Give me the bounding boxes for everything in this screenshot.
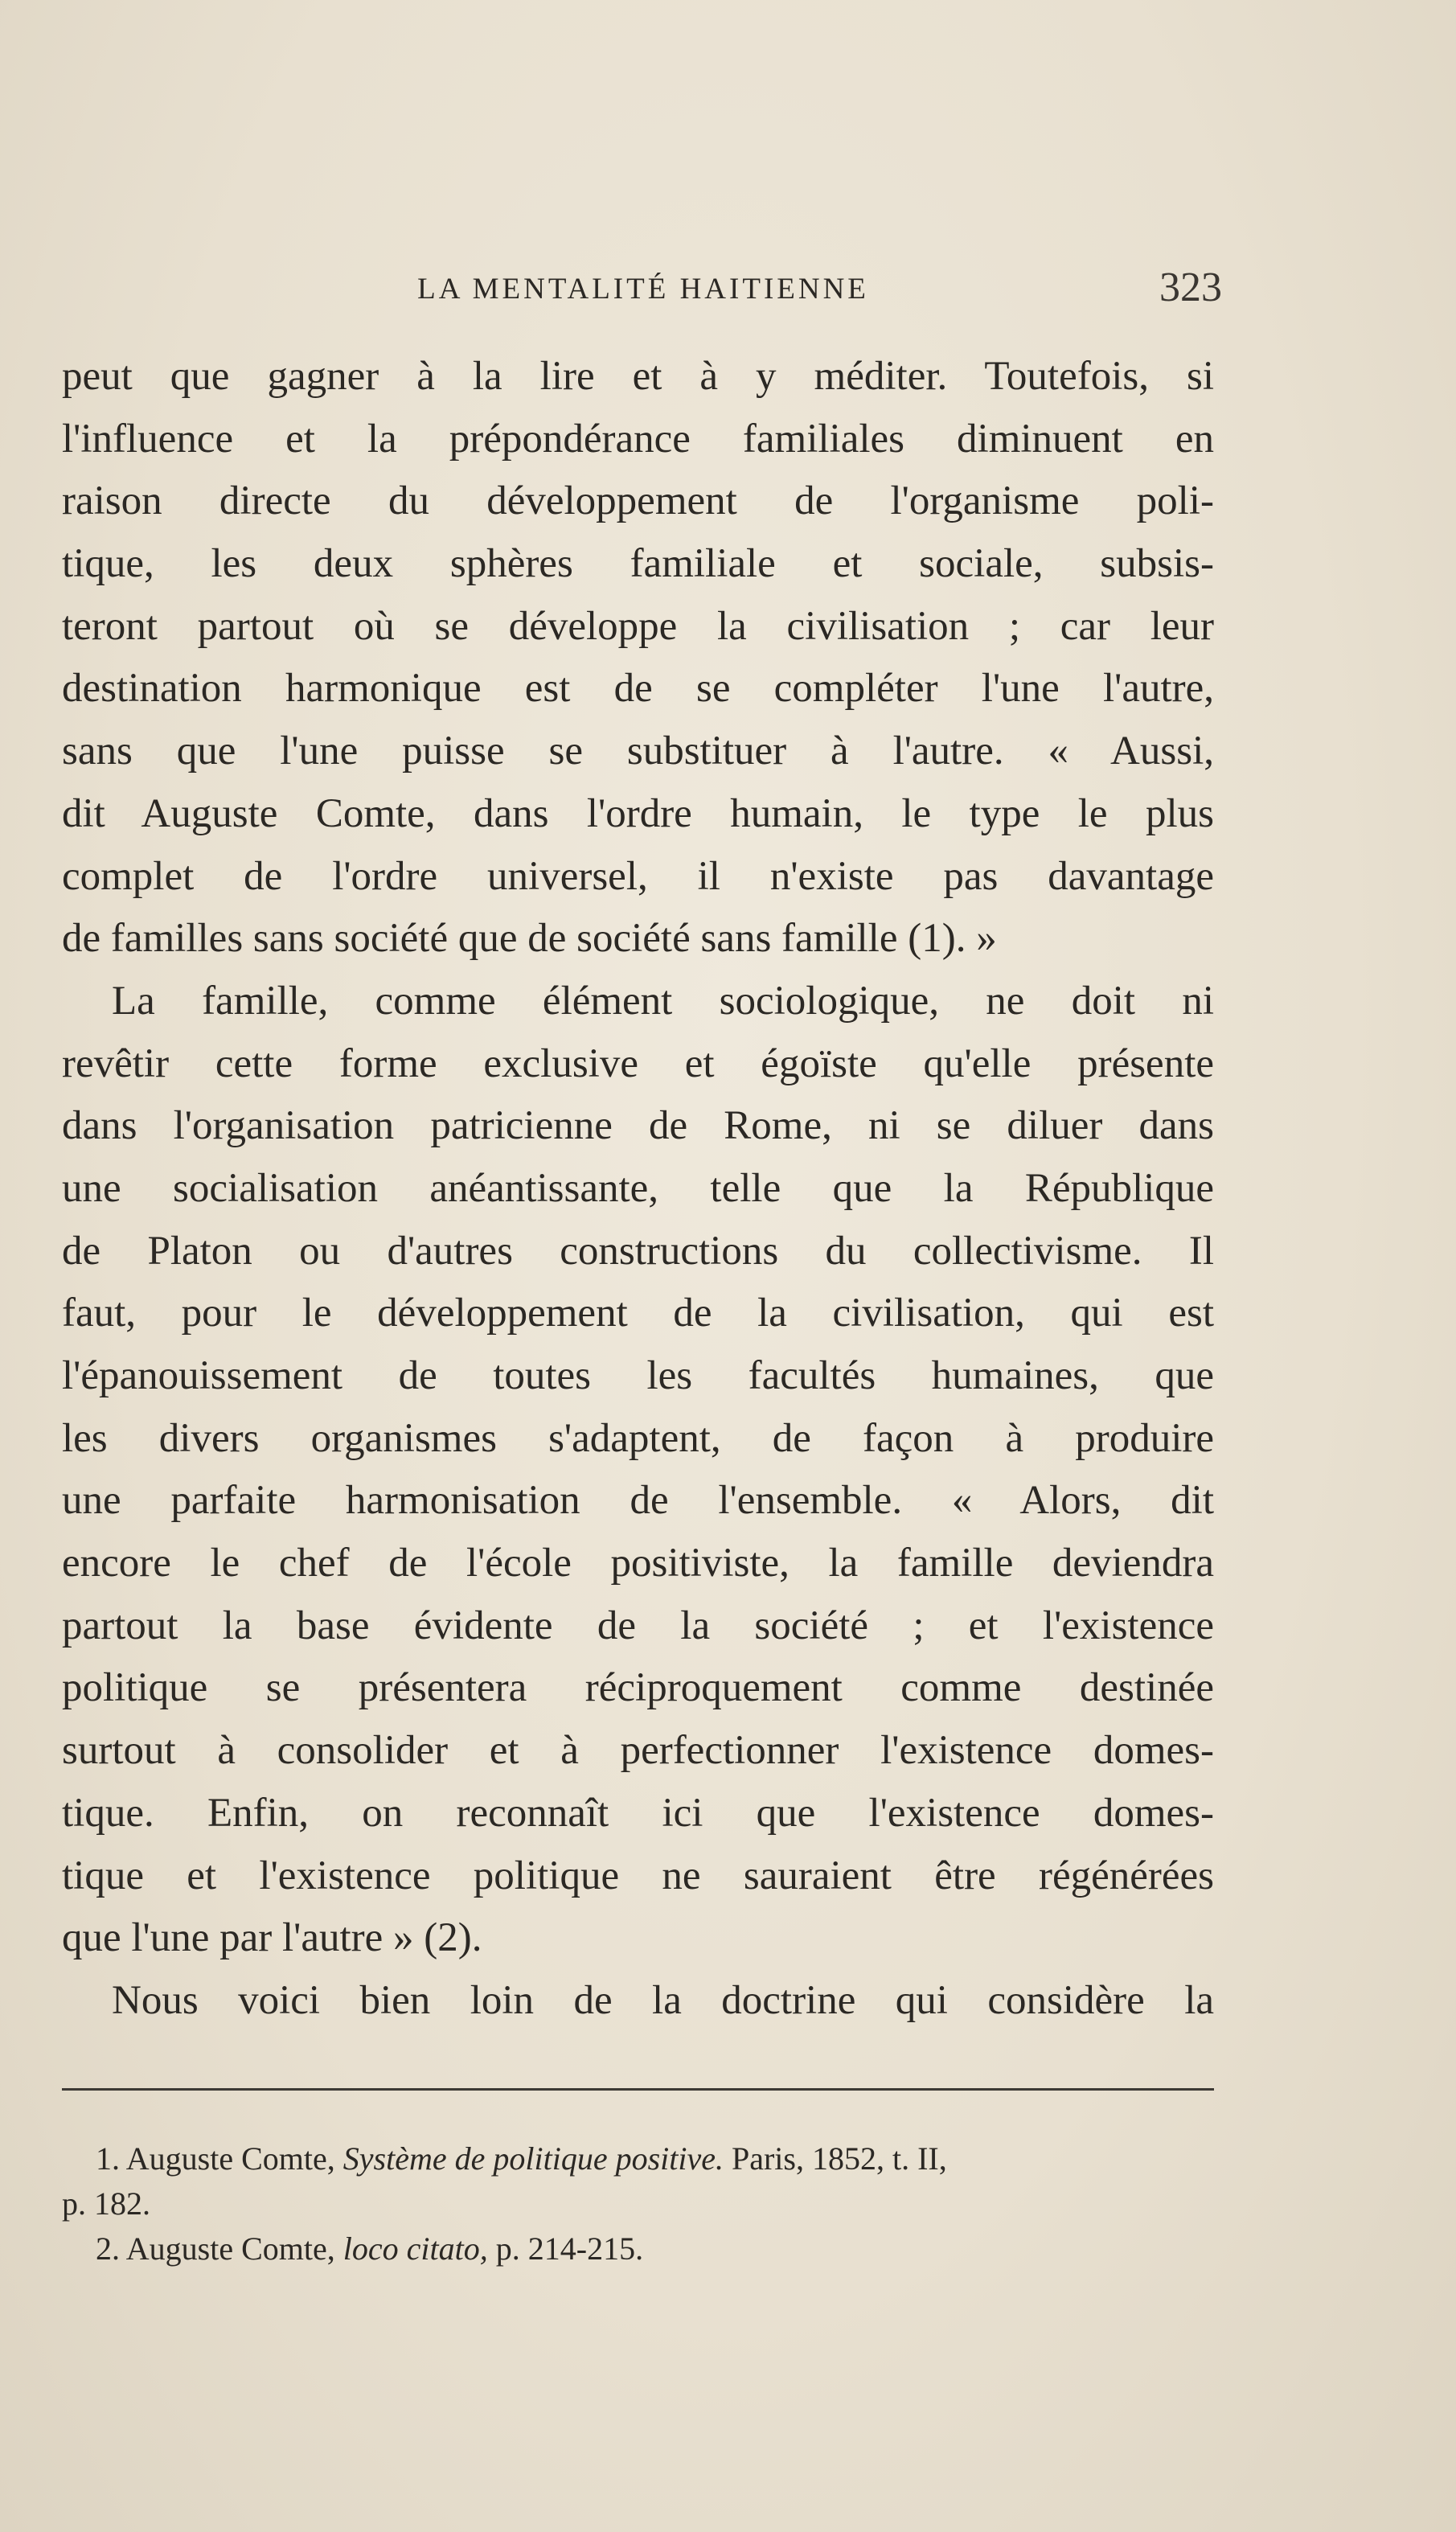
text-line: tique et l'existence politique ne sauraient être régénérées (62, 1853, 1214, 1898)
text-line: dans l'organisation patricienne de Rome, ni se diluer dans (62, 1103, 1214, 1149)
footnotes (62, 2136, 1214, 2271)
footnote-details: p. 214-215. (495, 2230, 644, 2267)
text-line: les divers organismes s'adaptent, de façon à produire (62, 1415, 1214, 1461)
running-title: LA MENTALITÉ HAITIENNE (417, 273, 869, 306)
text-line: une socialisation anéantissante, telle que la République (62, 1165, 1214, 1211)
text-line: raison directe du développement de l'organisme poli- (62, 478, 1214, 524)
text-line: une parfaite harmonisation de l'ensemble. « Alors, dit (62, 1478, 1214, 1524)
text-line: tique, les deux sphères familiale et sociale, subsis- (62, 541, 1214, 587)
text-line: Nous voici bien loin de la doctrine qui considère la (112, 1977, 1214, 2023)
footnote-title: loco citato, (342, 2230, 488, 2267)
text-line: encore le chef de l'école positiviste, la famille deviendra (62, 1541, 1214, 1586)
text-line: que l'une par l'autre » (2). (62, 1915, 482, 1961)
text-line: partout la base évidente de la société ; et l'existence (62, 1603, 1214, 1648)
text-line: surtout à consolider et à perfectionner l'existence domes- (62, 1728, 1214, 1774)
text-line: destination harmonique est de se compléter l'une l'autre, (62, 666, 1214, 712)
text-line: l'influence et la prépondérance familiales diminuent en (62, 416, 1214, 462)
body-text (62, 346, 1214, 2033)
footnote-number: 2. (96, 2230, 120, 2267)
footnote-1 (62, 2136, 1214, 2181)
text-line: La famille, comme élément sociologique, ne doit ni (112, 978, 1214, 1024)
footnote-details: Paris, 1852, t. II, (731, 2140, 947, 2177)
text-line: l'épanouissement de toutes les facultés humaines, que (62, 1353, 1214, 1398)
text-line: de Platon ou d'autres constructions du collectivisme. Il (62, 1228, 1214, 1274)
footnote-divider (62, 2088, 1214, 2091)
footnote-author: Auguste Comte, (125, 2230, 335, 2267)
text-line: teront partout où se développe la civilisation ; car leur (62, 603, 1214, 649)
text-line: tique. Enfin, on reconnaît ici que l'existence domes- (62, 1790, 1214, 1836)
footnote-author: Auguste Comte, (125, 2140, 335, 2177)
text-line: dit Auguste Comte, dans l'ordre humain, le type le plus (62, 790, 1214, 836)
running-head (64, 264, 1222, 320)
text-line: faut, pour le développement de la civilisation, qui est (62, 1291, 1214, 1336)
footnote-1-continuation: p. 182. (62, 2185, 150, 2222)
footnote-title: Système de politique positive. (342, 2140, 724, 2177)
text-line: revêtir cette forme exclusive et égoïste qu'elle présente (62, 1040, 1214, 1086)
text-line: sans que l'une puisse se substituer à l'autre. « Aussi, (62, 728, 1214, 774)
text-line: de familles sans société que de société sans famille (1). » (62, 916, 997, 962)
text-line: peut que gagner à la lire et à y méditer. Toutefois, si (62, 354, 1214, 399)
text-line: complet de l'ordre universel, il n'existe pas davantage (62, 853, 1214, 899)
footnote-number: 1. (96, 2140, 120, 2177)
text-line: politique se présentera réciproquement comme destinée (62, 1665, 1214, 1711)
footnote-2 (62, 2226, 1214, 2271)
page-number: 323 (1159, 265, 1222, 310)
